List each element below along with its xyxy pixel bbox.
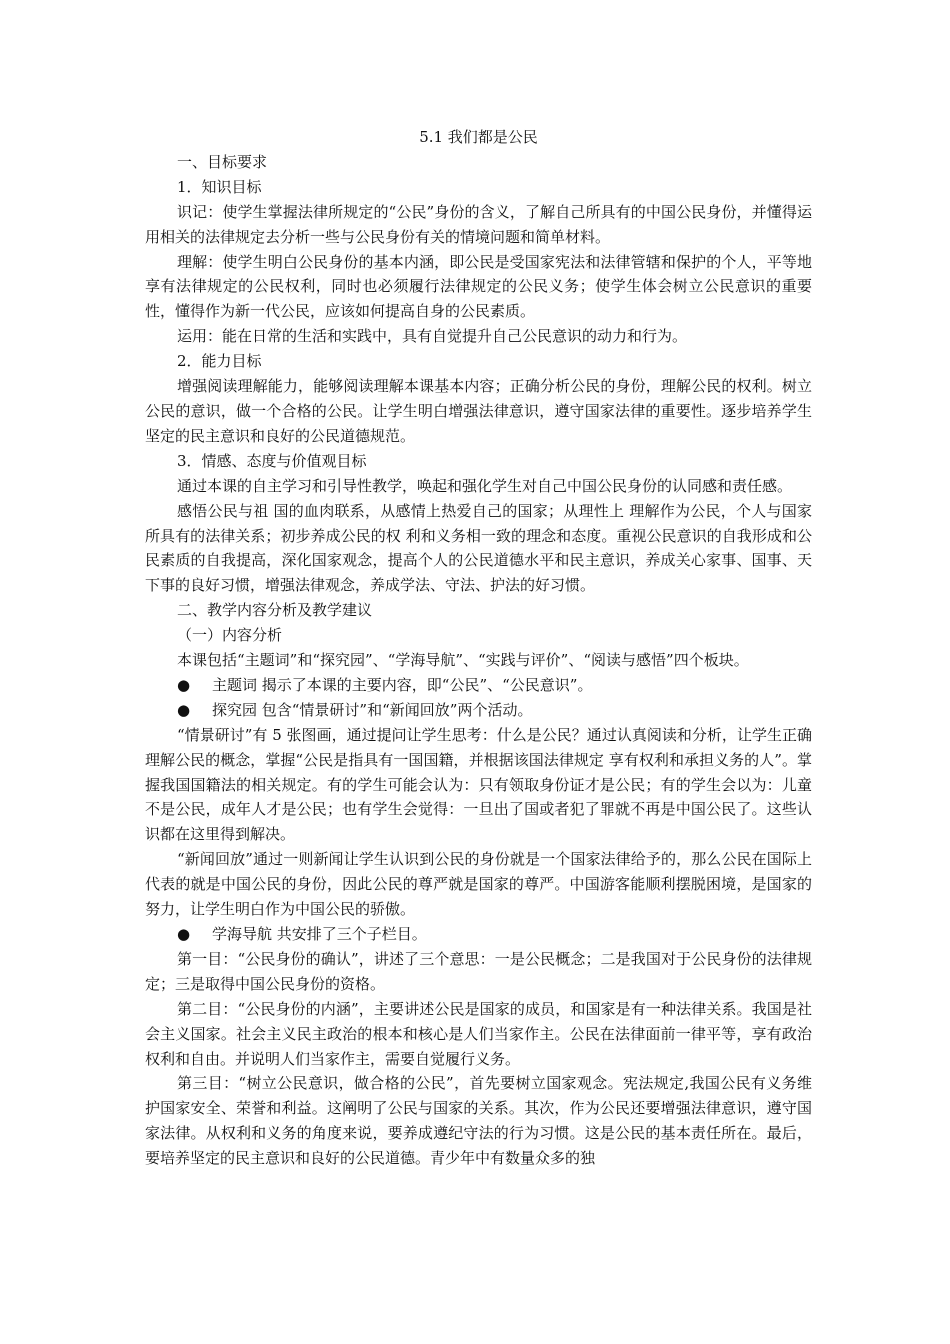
- bullet-icon: ●: [177, 675, 191, 694]
- bullet-text: 主题词 揭示了本课的主要内容，即“公民”、“公民意识”。: [212, 675, 593, 694]
- paragraph-understand: 理解：使学生明白公民身份的基本内涵，即公民是受国家宪法和法律管辖和保护的个人，平等地享有法律规定的公民权利，同时也必须履行法律规定的公民义务；使学生体会树立公民意识的重要性，懂得作为新一代公民，应该如何提高自身的公民素质。: [145, 252, 812, 321]
- paragraph-values-1: 通过本课的自主学习和引导性教学，唤起和强化学生对自己中国公民身份的认同感和责任感。: [177, 476, 793, 495]
- bullet-item-theme: [145, 673, 812, 698]
- document-body: [145, 125, 812, 1171]
- paragraph-apply: 运用：能在日常的生活和实践中，具有自觉提升自己公民意识的动力和行为。: [177, 327, 688, 346]
- section-heading-goals: 一、目标要求: [177, 152, 268, 171]
- paragraph-memorize: 识记：使学生掌握法律所规定的“公民”身份的含义，了解自己所具有的中国公民身份，并懂得运用相关的法律规定去分析一些与公民身份有关的情境问题和简单材料。: [145, 202, 812, 246]
- subheading-content-analysis: （一）内容分析: [177, 626, 283, 645]
- section-heading-analysis: 二、教学内容分析及教学建议: [177, 601, 373, 620]
- subheading-knowledge: 1．知识目标: [177, 177, 262, 196]
- paragraph-part-3: 第三目：“树立公民意识，做合格的公民”，首先要树立国家观念。宪法规定,我国公民有义务维护国家安全、荣誉和利益。这阐明了公民与国家的关系。其次，作为公民还要增强法律意识，遵守国家法律。从权利和义务的角度来说，要养成遵纪守法的行为习惯。这是公民的基本责任所在。最后，要培养坚定的民主意识和良好的公民道德。青少年中有数量众多的独: [145, 1074, 812, 1168]
- subheading-ability: 2．能力目标: [177, 352, 262, 371]
- paragraph-ability: 增强阅读理解能力，能够阅读理解本课基本内容；正确分析公民的身份，理解公民的权利。树立公民的意识，做一个合格的公民。让学生明白增强法律意识，遵守国家法律的重要性。逐步培养学生坚定的民主意识和良好的公民道德规范。: [145, 377, 812, 445]
- subheading-values: 3．情感、态度与价值观目标: [177, 451, 367, 470]
- bullet-icon: ●: [177, 925, 191, 943]
- bullet-icon: ●: [177, 700, 191, 719]
- document-title: 5.1 我们都是公民: [419, 128, 538, 146]
- paragraph-news: “新闻回放”通过一则新闻让学生认识到公民的身份就是一个国家法律给予的，那么公民在国际上代表的就是中国公民的身份，因此公民的尊严就是国家的尊严。中国游客能顺利摆脱困境，是国家的努力，让学生明白作为中国公民的骄傲。: [145, 850, 812, 919]
- bullet-item-explore: [145, 698, 812, 723]
- bullet-text: 学海导航 共安排了三个子栏目。: [212, 925, 427, 943]
- bullet-text: 探究园 包含“情景研讨”和“新闻回放”两个活动。: [212, 700, 533, 719]
- paragraph-overview: 本课包括“主题词”和“探究园”、“学海导航”、“实践与评价”、“阅读与感悟”四个板块。: [177, 651, 749, 670]
- paragraph-part-2: 第二目：“公民身份的内涵”，主要讲述公民是国家的成员，和国家是有一种法律关系。我国是社会主义国家。社会主义民主政治的根本和核心是人们当家作主。公民在法律面前一律平等，享有政治权利和自由。并说明人们当家作主，需要自觉履行义务。: [145, 999, 812, 1068]
- bullet-item-navigation: [145, 922, 812, 947]
- paragraph-part-1: 第一目：“公民身份的确认”，讲述了三个意思：一是公民概念；二是我国对于公民身份的法律规定；三是取得中国公民身份的资格。: [145, 949, 812, 993]
- paragraph-values-2: 感悟公民与祖 国的血肉联系，从感情上热爱自己的国家；从理性上 理解作为公民，个人与国家所具有的法律关系；初步养成公民的权 利和义务相一致的理念和态度。重视公民意识的自我形成和公民素质的自我提高，深化国家观念，提高个人的公民道德水平和民主意识，养成关心家事、国事、天下事的良好习惯，增强法律观念，养成学法、守法、护法的好习惯。: [145, 501, 812, 595]
- paragraph-scenario: “情景研讨”有 5 张图画，通过提问让学生思考：什么是公民？通过认真阅读和分析，让学生正确理解公民的概念，掌握“公民是指具有一国国籍，并根据该国法律规定 享有权利和承担义务的人”。掌握我国国籍法的相关规定。有的学生可能会认为：只有领取身份证才是公民；有的学生会以为：儿童不是公民，成年人才是公民；也有学生会觉得：一旦出了国或者犯了罪就不再是中国公民了。这些认识都在这里得到解决。: [145, 725, 812, 844]
